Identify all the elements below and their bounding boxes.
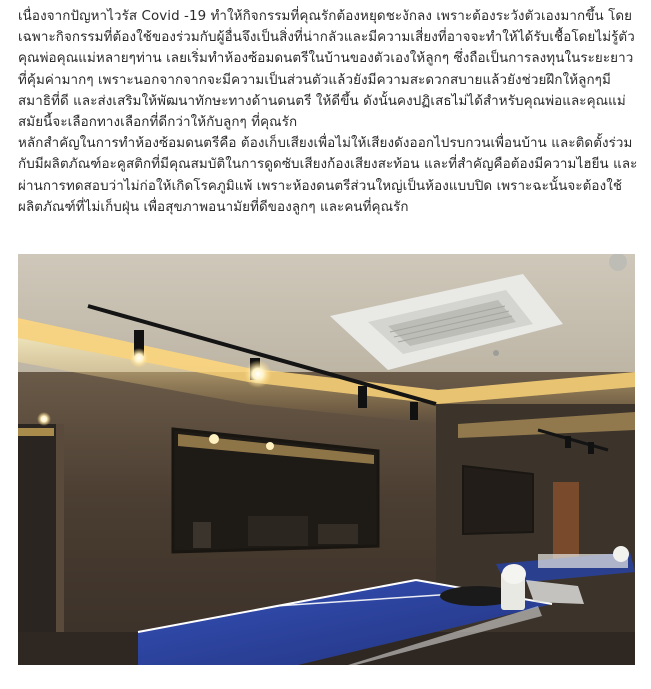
studio-window [173, 429, 378, 552]
body-paragraph: หลักสำคัญในการทำห้องซ้อมดนตรีคือ ต้องเก็บเสียงเพื่อไม่ให้เสียงดังออกไปรบกวนเพื่อนบ้าน และติดตั้งร่วมกับมีผลิตภัณฑ์อะคูสติกที่มีคุณสมบัติในการดูดซับเสียงก้องเสียงสะท้อน และที่สำคัญคือต้องมีความไฮยีน และผ่านการทดสอบว่าไม่ก่อให้เกิดโรคภูมิแพ้ เพราะห้องดนตรีส่วนใหญ่เป็นห้องแบบปิด เพราะฉะนั้นจะต้องใช้ผลิตภัณฑ์ที่ไม่เก็บฝุ่น เพื่อสุขภาพอนามัยที่ดีของลูกๆ และคนที่คุณรัก [18, 136, 638, 215]
article-text [18, 6, 638, 218]
intro-paragraph: เนื่องจากปัญหาไวรัส Covid -19 ทำให้กิจกรรมที่คุณรักต้องหยุดชะงักลง เพราะต้องระวังตัวเองมากขึ้น โดยเฉพาะกิจกรรมที่ต้องใช้ของร่วมกับผู้อื่นจึงเป็นสิ่งที่น่ากลัวและมีความเสี่ยงที่อาจจะทำให้ได้รับเชื้อโดยไม่รู้ตัว คุณพ่อคุณแม่หลายๆท่าน เลยเริ่มทำห้องซ้อมดนตรีในบ้านของตัวเองให้ลูกๆ ซึ่งถือเป็นการลงทุนในระยะยาวที่คุ้มค่ามากๆ เพราะนอกจากจากจะมีความเป็นส่วนตัวแล้วยังมีความสะดวกสบายแล้วยังช่วยฝึกให้ลูกๆมีสมาธิที่ดี และส่งเสริมให้พัฒนาทักษะทางด้านดนตรี ให้ดีขึ้น ดังนั้นคงปฏิเสธไม่ได้สำหรับคุณพ่อและคุณแม่สมัยนี้จะเลือกทางเลือกที่ดีกว่าให้กับลูกๆ ที่คุณรัก [18, 9, 635, 131]
room-photo [18, 254, 635, 665]
